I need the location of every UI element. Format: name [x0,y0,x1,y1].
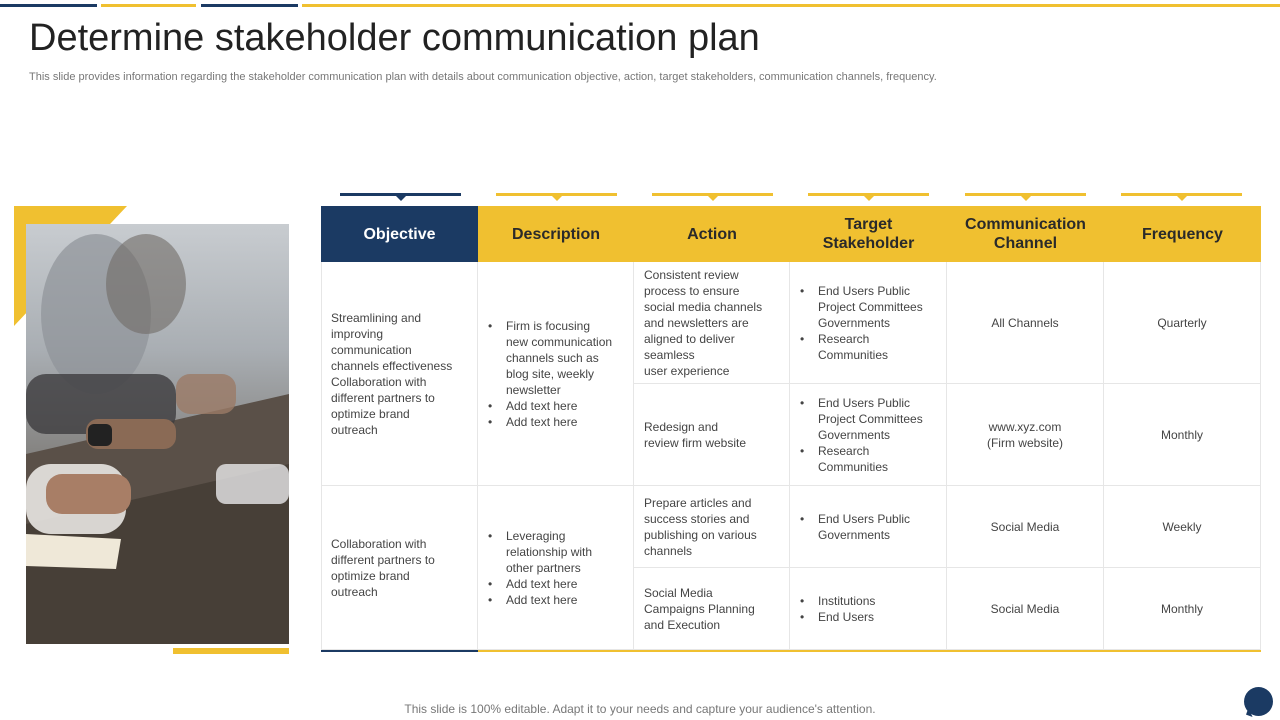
list-item: • Leveraging relationship with other partners [488,528,592,576]
header-description: Description [478,206,634,262]
tab-marker-frequency [1121,193,1242,196]
list-item: • End Users Public Project Committees Governments [800,283,923,331]
description-cell-2 [478,486,634,650]
slide-footer: This slide is 100% editable. Adapt it to your needs and capture your audience's attention. [404,702,876,716]
channel-cell-4: Social Media [947,568,1104,650]
meeting-photo-illustration [26,224,289,644]
header-communication-channel: Communication Channel [947,206,1104,262]
header-action: Action [634,206,790,262]
description-list-2 [478,528,592,608]
communication-plan-table [321,206,1261,652]
stakeholder-list-1 [790,283,923,363]
action-cell-1: Consistent review process to ensure social media channels and newsletters are aligned to deliver seamless user experience [634,262,790,384]
tab-marker-action [652,193,773,196]
action-cell-4: Social Media Campaigns Planning and Execution [634,568,790,650]
channel-cell-2: www.xyz.com (Firm website) [947,384,1104,486]
stakeholder-list-4 [790,593,875,625]
slide-title: Determine stakeholder communication plan [29,17,760,59]
slide-subtitle: This slide provides information regarding the stakeholder communication plan with details about communication objective, action, target stakeholders, communication channels, frequency. [29,71,937,83]
list-item: • Add text here [488,592,592,608]
list-item: • Firm is focusing new communication channels such as blog site, weekly newsletter [488,318,612,398]
top-bar-navy-1 [0,4,97,7]
frequency-cell-2: Monthly [1104,384,1261,486]
stakeholder-cell-2 [790,384,947,486]
frequency-cell-3: Weekly [1104,486,1261,568]
list-item: • Add text here [488,414,612,430]
action-cell-3: Prepare articles and success stories and publishing on various channels [634,486,790,568]
stakeholder-list-3 [790,511,910,543]
stakeholder-cell-1 [790,262,947,384]
objective-cell-2: Collaboration with different partners to optimize brand outreach [321,486,478,650]
table-bottom-line-yellow [478,650,1261,652]
top-bar-yellow-2 [302,4,1280,7]
photo-accent-bottom [173,648,289,654]
header-target-stakeholder: Target Stakeholder [790,206,947,262]
tab-marker-objective [340,193,461,196]
top-bar-yellow-1 [101,4,196,7]
list-item: • End Users Public Project Committees Governments [800,395,923,443]
channel-cell-1: All Channels [947,262,1104,384]
channel-cell-3: Social Media [947,486,1104,568]
header-frequency: Frequency [1104,206,1261,262]
stakeholder-list-2 [790,395,923,475]
description-cell-1 [478,262,634,486]
list-item: • Research Communities [800,331,923,363]
list-item: • Research Communities [800,443,923,475]
table-bottom-line-navy [321,650,478,652]
stakeholder-cell-4 [790,568,947,650]
table-left-border [321,262,322,650]
meeting-photo [26,224,289,644]
list-item: • End Users [800,609,875,625]
frequency-cell-4: Monthly [1104,568,1261,650]
chat-bubble-icon[interactable] [1244,687,1273,716]
list-item: • Add text here [488,576,592,592]
header-objective: Objective [321,206,478,262]
tab-marker-channel [965,193,1086,196]
top-bar-navy-2 [201,4,298,7]
tab-marker-stakeholder [808,193,929,196]
stakeholder-cell-3 [790,486,947,568]
action-cell-2: Redesign and review firm website [634,384,790,486]
objective-cell-1: Streamlining and improving communication channels effectiveness Collaboration with different partners to optimize brand outreach [321,262,478,486]
description-list-1 [478,318,612,430]
frequency-cell-1: Quarterly [1104,262,1261,384]
list-item: • Institutions [800,593,875,609]
list-item: • End Users Public Governments [800,511,910,543]
list-item: • Add text here [488,398,612,414]
tab-marker-description [496,193,617,196]
